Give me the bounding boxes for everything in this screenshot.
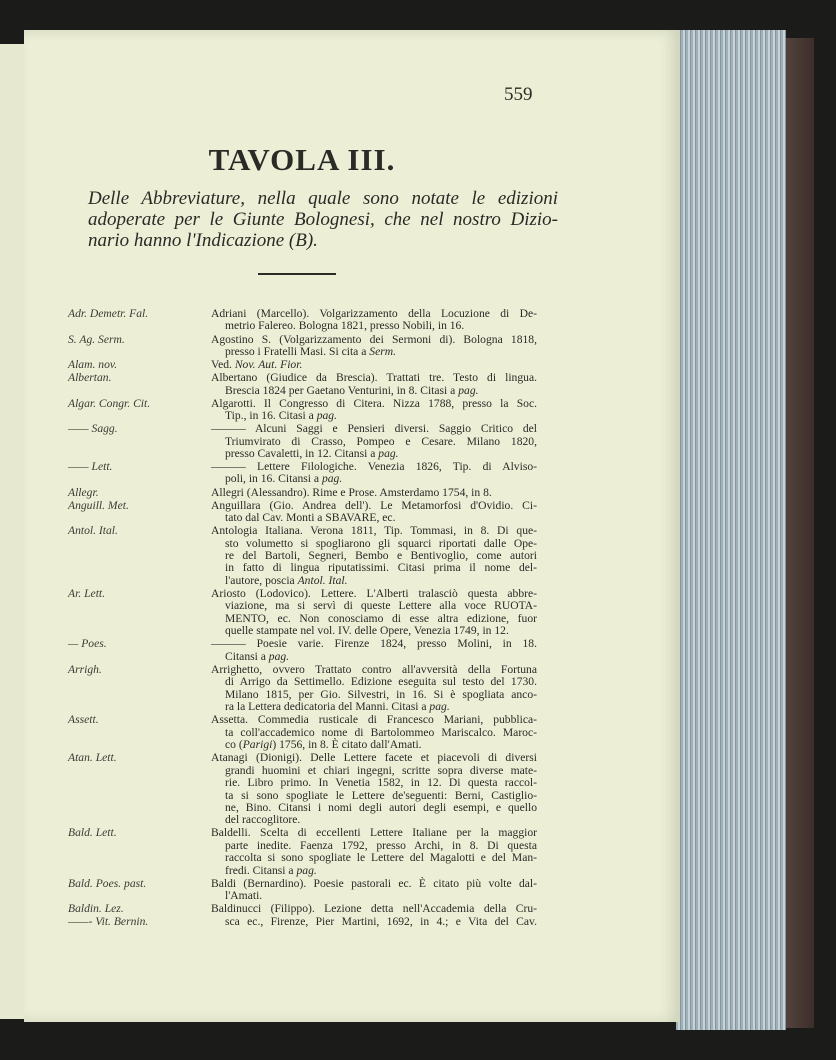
- entry-text: [211, 359, 537, 371]
- entry-row: [68, 827, 548, 877]
- text-run: ta coll'accademico nome di Bartolommeo Mariscalco. Maroc-: [225, 725, 537, 739]
- text-run: ne, Bino. Citansi i nomi degli autori degli esempi, e quello: [225, 800, 537, 814]
- abbreviation: [68, 461, 211, 486]
- italic-run: pag.: [458, 383, 479, 397]
- abbreviation-text: Bald. Poes. past.: [68, 876, 147, 890]
- text-line: [211, 739, 537, 751]
- text-run: co (: [225, 738, 243, 752]
- abbreviation: [68, 398, 211, 423]
- text-line: [211, 865, 537, 877]
- entry-text: [211, 461, 537, 486]
- text-line: [211, 814, 537, 826]
- entry-row: [68, 878, 548, 903]
- text-run: del raccoglitore.: [225, 813, 301, 827]
- entry-text: [211, 500, 537, 525]
- text-line: [211, 320, 537, 332]
- entry-text: [211, 903, 537, 928]
- text-line: [211, 651, 537, 663]
- text-run: ra la Lettera dedicatoria del Manni. Citasi a: [225, 700, 430, 714]
- text-run: ——— Alcuni Saggi e Pensieri diversi. Saggio Critico del: [211, 422, 537, 436]
- abbreviation-text: Adr. Demetr. Fal.: [68, 307, 149, 320]
- abbreviation-text: Alam. nov.: [68, 358, 118, 371]
- entry-text: [211, 638, 537, 663]
- entry-text: [211, 334, 537, 359]
- text-run: ta si sono spogliate le Lettere de'seguenti: Berni, Castiglio-: [225, 788, 537, 802]
- entry-row: [68, 500, 548, 525]
- text-run: Adriani (Marcello). Volgarizzamento della Locuzione di De-: [211, 307, 537, 320]
- abbreviation: [68, 903, 211, 928]
- text-line: [211, 473, 537, 485]
- page-fore-edges: [676, 30, 786, 1030]
- text-run: Atanagi (Dionigi). Delle Lettere facete et piacevoli di diversi: [211, 751, 537, 765]
- page-number: 559: [504, 84, 533, 105]
- entry-row: [68, 525, 548, 587]
- text-run: l'autore, poscia: [225, 573, 298, 587]
- text-run: Arrighetto, ovvero Trattato contro all'avversità della Fortuna: [211, 662, 537, 676]
- italic-run: pag.: [268, 649, 290, 663]
- entry-row: [68, 664, 548, 714]
- abbreviation: [68, 827, 211, 877]
- abbreviation-text: Ar. Lett.: [68, 586, 106, 600]
- text-run: Anguillara (Gio. Andrea dell'). Le Metamorfosi d'Ovidio. Ci-: [211, 498, 537, 512]
- entry-text: [211, 752, 537, 827]
- text-run: sca ec., Firenze, Pier Martini, 1692, in 4.; e Vita del Cav.: [225, 914, 537, 928]
- text-run: metrio Falereo. Bologna 1821, presso Nobili, in 16.: [225, 319, 465, 333]
- abbreviation-text: S. Ag. Serm.: [68, 332, 125, 346]
- italic-run: Antol. Ital.: [297, 573, 348, 587]
- text-run: Milano 1815, per Gio. Silvestri, in 16. Si è spogliata anco-: [225, 687, 537, 701]
- italic-run: Nov. Aut. Fior.: [234, 358, 303, 371]
- text-run: grandi huomini et chiari ingegni, scritte sopra diverse mate-: [225, 763, 537, 777]
- italic-run: pag.: [316, 409, 337, 422]
- text-run: quelle stampate nel vol. IV. delle Opere, Venezia 1749, in 12.: [225, 624, 509, 638]
- text-run: Citansi a: [225, 649, 269, 663]
- text-run: in fatto di lingua riputatissimi. Citasi prima il nome del-: [225, 561, 537, 575]
- text-run: ) 1756, in 8. È citato dall'Amati.: [272, 738, 422, 752]
- facing-page-edge: [0, 44, 25, 1019]
- abbreviation: [68, 500, 211, 525]
- text-run: poli, in 16. Citansi a: [225, 472, 322, 486]
- text-run: presso Cavaletti, in 12. Citansi a: [225, 446, 379, 460]
- text-line: [211, 890, 537, 902]
- text-line: [211, 512, 537, 524]
- text-run: Antologia Italiana. Verona 1811, Tip. Tommasi, in 8. Di que-: [211, 524, 537, 538]
- abbreviation-text: Allegr.: [68, 485, 99, 499]
- entry-text: [211, 714, 537, 751]
- entry-row: [68, 638, 548, 663]
- subtitle-line: nario hanno l'Indicazione (B).: [88, 230, 318, 251]
- entry-text: [211, 664, 537, 714]
- abbreviation-text: —— Sagg.: [68, 422, 118, 436]
- subtitle-line: adoperate per le Giunte Bolognesi, che nel nostro Dizio-: [88, 209, 558, 230]
- text-run: re del Bartoli, Segneri, Bembo e Bentivoglio, come autori: [225, 548, 537, 562]
- entry-text: [211, 398, 537, 423]
- text-run: raccolta si sono spogliate le Lettere del Magalotti e del Man-: [225, 851, 537, 865]
- entry-text: [211, 878, 537, 903]
- abbreviation: [68, 423, 211, 460]
- text-line: [211, 448, 537, 460]
- abbreviation: [68, 638, 211, 663]
- abbreviation-text: Assett.: [68, 713, 99, 727]
- text-run: MENTO, ec. Non conosciamo di esse altra edizione, fuor: [225, 611, 537, 625]
- abbreviation-text: — Poes.: [68, 637, 107, 651]
- abbreviation-text: Algar. Congr. Cit.: [68, 396, 151, 410]
- text-line: [211, 701, 537, 713]
- text-run: l'Amati.: [225, 889, 263, 903]
- text-line: [211, 410, 537, 422]
- abbreviation: [68, 588, 211, 638]
- abbreviation: [68, 487, 211, 499]
- abbreviation-table: [68, 308, 548, 929]
- abbreviation-text: —— Lett.: [68, 460, 113, 473]
- text-run: Assetta. Commedia rusticale di Francesco Mariani, pubblica-: [211, 713, 537, 727]
- abbreviation: [68, 525, 211, 587]
- entry-row: [68, 372, 548, 397]
- text-run: ——— Poesie varie. Firenze 1824, presso Molini, in 18.: [211, 637, 537, 651]
- text-line: [211, 359, 537, 371]
- abbreviation-text: Baldin. Lez.: [68, 902, 124, 916]
- text-line: [211, 625, 537, 637]
- entry-text: [211, 588, 537, 638]
- italic-run: Parigi: [242, 738, 273, 752]
- book-page: [24, 30, 680, 1022]
- text-line: [211, 385, 537, 397]
- subtitle-line: Delle Abbreviature, nella quale sono notate le edizioni: [88, 188, 558, 209]
- text-line: [211, 346, 537, 358]
- entry-text: [211, 487, 537, 499]
- text-run: Baldi (Bernardino). Poesie pastorali ec. È citato più volte dal-: [211, 876, 537, 890]
- entry-row: [68, 461, 548, 486]
- entry-row: [68, 334, 548, 359]
- entry-text: [211, 525, 537, 587]
- text-run: Triumvirato di Crasso, Pompeo e Cesare. Milano 1820,: [225, 434, 537, 448]
- abbreviation: [68, 308, 211, 333]
- text-run: di Arrigo da Settimello. Edizione eseguita sul testo del 1730.: [225, 675, 537, 689]
- entry-text: [211, 827, 537, 877]
- text-run: Brescia 1824 per Gaetano Venturini, in 8. Citasi a: [225, 383, 459, 397]
- abbreviation: [68, 359, 211, 371]
- text-run: Agostino S. (Volgarizzamento dei Sermoni di). Bologna 1818,: [211, 332, 537, 346]
- text-run: sto volumetto si spogliarono gli squarci riportati dalle Ope-: [225, 536, 537, 550]
- text-run: Baldelli. Scelta di eccellenti Lettere Italiane per la maggior: [211, 826, 537, 840]
- abbreviation: [68, 334, 211, 359]
- entry-row: [68, 588, 548, 638]
- text-run: Tip., in 16. Citasi a: [225, 409, 317, 422]
- text-run: Allegri (Alessandro). Rime e Prose. Amsterdamo 1754, in 8.: [211, 485, 492, 499]
- entry-row: [68, 903, 548, 928]
- abbreviation-text: Anguill. Met.: [68, 498, 129, 512]
- subtitle: [88, 188, 558, 251]
- italic-run: pag.: [321, 472, 343, 486]
- text-run: presso i Fratelli Masi. Si cita a: [225, 344, 370, 358]
- text-run: tato dal Cav. Monti a SBAVARE, ec.: [225, 511, 396, 524]
- text-run: ——— Lettere Filologiche. Venezia 1826, Tip. di Alviso-: [211, 460, 537, 473]
- text-run: Algarotti. Il Congresso di Citera. Nizza 1788, presso la Soc.: [211, 396, 537, 410]
- italic-run: pag.: [429, 700, 450, 714]
- abbreviation-text: Antol. Ital.: [68, 524, 118, 538]
- abbreviation: [68, 752, 211, 827]
- page-title: TAVOLA III.: [208, 142, 396, 177]
- entry-text: [211, 372, 537, 397]
- abbreviation-text: Bald. Lett.: [68, 826, 117, 840]
- text-run: Ved.: [211, 358, 235, 371]
- text-run: rie. Libro primo. In Venetia 1582, in 12. Di questa raccol-: [225, 776, 537, 790]
- abbreviation: [68, 714, 211, 751]
- entry-row: [68, 359, 548, 371]
- abbreviation-text: Arrigh.: [68, 662, 102, 676]
- entry-row: [68, 308, 548, 333]
- italic-run: pag.: [296, 863, 317, 877]
- text-line: [211, 916, 537, 928]
- entry-row: [68, 487, 548, 499]
- text-run: fredi. Citansi a: [225, 863, 297, 877]
- abbreviation-text: Albertan.: [68, 371, 112, 385]
- italic-run: Serm.: [369, 344, 396, 358]
- entry-text: [211, 308, 537, 333]
- entry-row: [68, 423, 548, 460]
- text-line: [211, 487, 537, 499]
- text-run: Ariosto (Lodovico). Lettere. L'Alberti tralasciò questa abbre-: [211, 586, 537, 600]
- italic-run: pag.: [378, 446, 399, 460]
- abbreviation-text: ——- Vit. Bernin.: [68, 914, 149, 928]
- text-run: Albertano (Giudice da Brescia). Trattati tre. Testo di lingua.: [211, 371, 537, 385]
- divider-rule: [258, 273, 336, 275]
- entry-row: [68, 714, 548, 751]
- text-run: viazione, ma si servì di queste Lettere alla voce RUOTA-: [225, 599, 537, 613]
- abbreviation-text: Atan. Lett.: [68, 751, 117, 765]
- abbreviation: [68, 878, 211, 903]
- text-run: parte inedite. Faenza 1792, presso Archi, in 8. Di questa: [225, 838, 537, 852]
- text-line: [211, 575, 537, 587]
- entry-text: [211, 423, 537, 460]
- abbreviation: [68, 372, 211, 397]
- text-run: Baldinucci (Filippo). Lezione detta nell'Accademia della Cru-: [211, 902, 537, 916]
- abbreviation: [68, 664, 211, 714]
- entry-row: [68, 752, 548, 827]
- entry-row: [68, 398, 548, 423]
